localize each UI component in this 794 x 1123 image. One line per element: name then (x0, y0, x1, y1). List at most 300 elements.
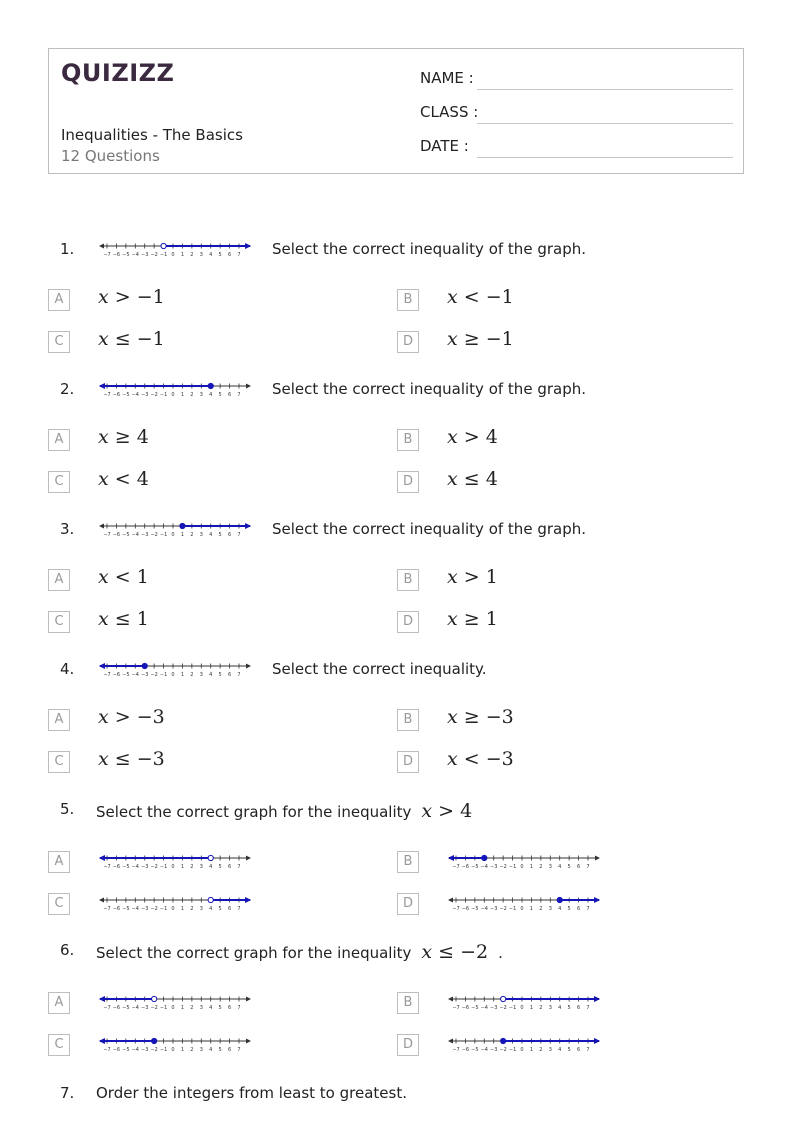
worksheet-title: Inequalities - The Basics (61, 126, 243, 144)
axis-arrow-left (448, 997, 453, 1002)
option-d-answer: x ≥ 1 (447, 608, 498, 630)
question-text: Order the integers from least to greatest. (96, 1084, 407, 1102)
option-b-box[interactable]: B (397, 289, 419, 311)
tick-label: −3 (141, 252, 149, 258)
option-d-answer: x < −3 (447, 748, 514, 770)
option-c-answer: x ≤ 1 (98, 608, 149, 630)
tick-label: 4 (209, 1047, 213, 1053)
option-d-box[interactable]: D (397, 751, 419, 773)
math-variable: x (98, 468, 109, 490)
math-variable: x (447, 748, 458, 770)
ray-arrow (245, 897, 251, 903)
question-number: 5. (60, 800, 75, 818)
question-number: 4. (60, 660, 75, 678)
option-d-graph[interactable] (448, 1035, 600, 1053)
math-variable: x (98, 706, 109, 728)
tick-label: −5 (122, 1005, 130, 1011)
tick-label: 6 (227, 532, 232, 538)
tick-label: −7 (103, 864, 111, 870)
tick-label: 6 (576, 864, 581, 870)
tick-label: 7 (237, 1047, 241, 1053)
tick-label: −1 (508, 906, 517, 912)
option-d-answer: x ≤ 4 (447, 468, 498, 490)
tick-label: −3 (490, 1005, 498, 1011)
option-c-box[interactable]: C (48, 611, 70, 633)
question-text: Select the correct inequality. (272, 660, 487, 678)
closed-dot (557, 897, 562, 902)
tick-label: 7 (237, 532, 241, 538)
ray-arrow (99, 383, 105, 389)
question-number: 7. (60, 1084, 75, 1102)
tick-label: 7 (237, 672, 241, 678)
tick-label: 1 (180, 1005, 185, 1011)
tick-label: 6 (227, 906, 232, 912)
tick-label: 4 (209, 864, 213, 870)
name-field[interactable] (477, 89, 733, 90)
tick-label: 4 (558, 864, 562, 870)
tick-label: −1 (508, 1047, 517, 1053)
tick-label: −7 (103, 906, 111, 912)
tick-label: 6 (227, 1047, 232, 1053)
tick-label: 0 (520, 864, 524, 870)
tick-label: 4 (209, 672, 213, 678)
tick-label: −1 (159, 1005, 168, 1011)
tick-label: −6 (461, 864, 470, 870)
axis-arrow-right (246, 1039, 251, 1044)
tick-label: 5 (218, 1005, 222, 1011)
tick-label: −3 (141, 864, 149, 870)
option-c-answer: x < 4 (98, 468, 149, 490)
tick-label: 6 (227, 672, 232, 678)
trailing-punct: . (498, 944, 503, 962)
question-number: 6. (60, 941, 75, 959)
option-a-box[interactable]: A (48, 851, 70, 873)
axis-arrow-right (246, 997, 251, 1002)
tick-label: −3 (490, 906, 498, 912)
closed-dot (152, 1038, 157, 1043)
closed-dot (180, 523, 185, 528)
tick-label: 4 (558, 1047, 562, 1053)
tick-label: 0 (171, 672, 175, 678)
axis-arrow-left (448, 898, 453, 903)
tick-label: 6 (576, 1047, 581, 1053)
tick-label: 3 (199, 532, 203, 538)
tick-label: 0 (171, 906, 175, 912)
tick-label: 7 (237, 1005, 241, 1011)
open-dot (501, 996, 506, 1001)
option-c-graph[interactable] (99, 1035, 251, 1053)
option-b-graph[interactable] (448, 993, 600, 1011)
option-a-box[interactable]: A (48, 709, 70, 731)
tick-label: −1 (159, 532, 168, 538)
option-c-box[interactable]: C (48, 751, 70, 773)
option-b-box[interactable]: B (397, 992, 419, 1014)
tick-label: 1 (180, 672, 185, 678)
tick-label: −1 (508, 864, 517, 870)
tick-label: 1 (180, 906, 185, 912)
tick-label: −2 (150, 906, 158, 912)
tick-label: 0 (520, 1047, 524, 1053)
tick-label: −2 (499, 1005, 507, 1011)
tick-label: 2 (190, 392, 194, 398)
math-variable: x (98, 748, 109, 770)
tick-label: 5 (218, 532, 222, 538)
option-a-box[interactable]: A (48, 289, 70, 311)
tick-label: −3 (141, 906, 149, 912)
tick-label: 2 (539, 1047, 543, 1053)
tick-label: −4 (131, 392, 139, 398)
closed-dot (482, 855, 487, 860)
tick-label: −5 (471, 1005, 479, 1011)
tick-label: −6 (112, 252, 121, 258)
tick-label: −7 (452, 864, 460, 870)
tick-label: −4 (131, 1047, 139, 1053)
tick-label: −3 (141, 672, 149, 678)
axis-arrow-right (246, 664, 251, 669)
tick-label: 1 (180, 532, 185, 538)
tick-label: −6 (112, 1047, 121, 1053)
option-a-answer: x > −3 (98, 706, 165, 728)
tick-label: 6 (227, 864, 232, 870)
tick-label: 5 (567, 1005, 571, 1011)
option-c-box[interactable]: C (48, 331, 70, 353)
axis-arrow-left (99, 524, 104, 529)
tick-label: −4 (480, 906, 488, 912)
option-c-answer: x ≤ −1 (98, 328, 165, 350)
tick-label: −5 (471, 864, 479, 870)
ray-arrow (99, 1038, 105, 1044)
option-b-box[interactable]: B (397, 709, 419, 731)
tick-label: 2 (190, 532, 194, 538)
tick-label: −2 (150, 672, 158, 678)
tick-label: −4 (131, 532, 139, 538)
option-c-graph[interactable] (99, 894, 251, 912)
tick-label: −3 (141, 1047, 149, 1053)
tick-label: 6 (576, 1005, 581, 1011)
math-variable: x (98, 566, 109, 588)
tick-label: −1 (159, 392, 168, 398)
ray-arrow (594, 1038, 600, 1044)
math-variable: x (447, 608, 458, 630)
tick-label: 0 (171, 1005, 175, 1011)
ray-arrow (245, 523, 251, 529)
tick-label: 4 (209, 1005, 213, 1011)
tick-label: 5 (218, 672, 222, 678)
tick-label: 7 (237, 392, 241, 398)
question-graph[interactable] (99, 380, 251, 398)
tick-label: −6 (112, 906, 121, 912)
tick-label: 2 (539, 1005, 543, 1011)
tick-label: 3 (199, 672, 203, 678)
tick-label: 2 (190, 252, 194, 258)
math-variable: x (447, 328, 458, 350)
tick-label: 5 (218, 864, 222, 870)
axis-arrow-right (595, 856, 600, 861)
worksheet-header (48, 48, 744, 174)
tick-label: −2 (150, 864, 158, 870)
question-text: Select the correct inequality of the graph. (272, 380, 586, 398)
question-graph[interactable] (99, 660, 251, 678)
tick-label: −5 (122, 906, 130, 912)
tick-label: 0 (171, 252, 175, 258)
math-variable: x (421, 941, 433, 963)
tick-label: 1 (529, 1005, 534, 1011)
question-number: 3. (60, 520, 75, 538)
option-a-graph[interactable] (99, 852, 251, 870)
tick-label: −1 (159, 672, 168, 678)
tick-label: −7 (452, 1005, 460, 1011)
math-variable: x (447, 426, 458, 448)
tick-label: −7 (103, 532, 111, 538)
tick-label: 3 (548, 906, 552, 912)
question-text: Select the correct graph for the inequality x ≤ −2 . (96, 941, 503, 963)
option-d-answer: x ≥ −1 (447, 328, 514, 350)
tick-label: −3 (141, 532, 149, 538)
tick-label: −6 (461, 1005, 470, 1011)
tick-label: 5 (218, 392, 222, 398)
tick-label: −7 (452, 1047, 460, 1053)
option-a-box[interactable]: A (48, 429, 70, 451)
tick-label: −6 (112, 672, 121, 678)
option-b-graph[interactable] (448, 852, 600, 870)
ray-arrow (594, 897, 600, 903)
tick-label: −2 (499, 864, 507, 870)
option-a-box[interactable]: A (48, 992, 70, 1014)
tick-label: 2 (539, 864, 543, 870)
option-a-graph[interactable] (99, 993, 251, 1011)
tick-label: −6 (112, 392, 121, 398)
option-d-box[interactable]: D (397, 611, 419, 633)
tick-label: 4 (209, 906, 213, 912)
tick-label: 6 (576, 906, 581, 912)
open-dot (152, 996, 157, 1001)
tick-label: −6 (461, 1047, 470, 1053)
option-b-box[interactable]: B (397, 851, 419, 873)
tick-label: 0 (520, 906, 524, 912)
tick-label: −5 (471, 1047, 479, 1053)
tick-label: −5 (471, 906, 479, 912)
tick-label: −6 (112, 532, 121, 538)
tick-label: 2 (539, 906, 543, 912)
tick-label: 7 (586, 906, 590, 912)
math-variable: x (447, 566, 458, 588)
tick-label: 3 (199, 864, 203, 870)
tick-label: −2 (150, 532, 158, 538)
tick-label: −4 (131, 906, 139, 912)
option-a-answer: x ≥ 4 (98, 426, 149, 448)
math-variable: x (447, 468, 458, 490)
tick-label: −2 (150, 1047, 158, 1053)
option-d-box[interactable]: D (397, 331, 419, 353)
math-variable: x (447, 286, 458, 308)
tick-label: 4 (209, 252, 213, 258)
tick-label: 3 (199, 252, 203, 258)
ray-arrow (448, 855, 454, 861)
tick-label: −7 (103, 1047, 111, 1053)
option-d-box[interactable]: D (397, 471, 419, 493)
tick-label: −3 (141, 392, 149, 398)
tick-label: 1 (529, 1047, 534, 1053)
option-c-box[interactable]: C (48, 893, 70, 915)
question-graph[interactable] (99, 240, 251, 258)
option-b-answer: x > 1 (447, 566, 498, 588)
question-inequality: x ≤ −2 (421, 941, 489, 963)
tick-label: 0 (171, 1047, 175, 1053)
math-variable: x (98, 286, 109, 308)
date-field[interactable] (477, 157, 733, 158)
axis-arrow-right (246, 856, 251, 861)
math-variable: x (98, 426, 109, 448)
tick-label: 2 (190, 1047, 194, 1053)
tick-label: 1 (529, 864, 534, 870)
tick-label: 0 (171, 864, 175, 870)
tick-label: 5 (567, 906, 571, 912)
tick-label: −5 (122, 392, 130, 398)
tick-label: −1 (159, 906, 168, 912)
tick-label: 4 (558, 906, 562, 912)
option-d-graph[interactable] (448, 894, 600, 912)
name-label: NAME : (420, 69, 474, 87)
option-a-answer: x < 1 (98, 566, 149, 588)
option-a-answer: x > −1 (98, 286, 165, 308)
tick-label: 1 (529, 906, 534, 912)
tick-label: −3 (490, 864, 498, 870)
tick-label: 3 (548, 1047, 552, 1053)
axis-arrow-left (448, 1039, 453, 1044)
option-c-answer: x ≤ −3 (98, 748, 165, 770)
open-dot (161, 243, 166, 248)
tick-label: −7 (103, 392, 111, 398)
tick-label: −7 (103, 252, 111, 258)
math-variable: x (98, 608, 109, 630)
tick-label: 6 (227, 392, 232, 398)
tick-label: 3 (199, 1047, 203, 1053)
tick-label: 6 (227, 1005, 232, 1011)
tick-label: 0 (171, 392, 175, 398)
tick-label: 7 (237, 252, 241, 258)
class-field[interactable] (477, 123, 733, 124)
tick-label: 0 (520, 1005, 524, 1011)
tick-label: −4 (131, 864, 139, 870)
option-c-box[interactable]: C (48, 471, 70, 493)
ray-arrow (594, 996, 600, 1002)
date-label: DATE : (420, 137, 469, 155)
ray-arrow (99, 855, 105, 861)
option-d-box[interactable]: D (397, 893, 419, 915)
tick-label: 6 (227, 252, 232, 258)
question-graph[interactable] (99, 520, 251, 538)
tick-label: 2 (190, 672, 194, 678)
question-number: 1. (60, 240, 75, 258)
option-b-answer: x ≥ −3 (447, 706, 514, 728)
tick-label: −5 (122, 1047, 130, 1053)
tick-label: 5 (567, 1047, 571, 1053)
tick-label: −5 (122, 864, 130, 870)
tick-label: 3 (548, 1005, 552, 1011)
tick-label: 5 (567, 864, 571, 870)
tick-label: 5 (218, 906, 222, 912)
class-label: CLASS : (420, 103, 479, 121)
option-d-box[interactable]: D (397, 1034, 419, 1056)
tick-label: 3 (548, 864, 552, 870)
tick-label: 7 (237, 906, 241, 912)
tick-label: −5 (122, 532, 130, 538)
question-number: 2. (60, 380, 75, 398)
axis-arrow-left (99, 898, 104, 903)
option-b-answer: x > 4 (447, 426, 498, 448)
tick-label: −2 (150, 1005, 158, 1011)
ray-arrow (99, 663, 105, 669)
tick-label: 7 (586, 1005, 590, 1011)
tick-label: −6 (461, 906, 470, 912)
math-variable: x (98, 328, 109, 350)
tick-label: −4 (131, 252, 139, 258)
tick-label: −7 (103, 672, 111, 678)
closed-dot (142, 663, 147, 668)
tick-label: −6 (112, 1005, 121, 1011)
tick-label: 1 (180, 392, 185, 398)
tick-label: 7 (586, 864, 590, 870)
option-a-box[interactable]: A (48, 569, 70, 591)
tick-label: 4 (209, 532, 213, 538)
tick-label: −6 (112, 864, 121, 870)
tick-label: 2 (190, 864, 194, 870)
tick-label: −4 (480, 1005, 488, 1011)
option-b-answer: x < −1 (447, 286, 514, 308)
tick-label: 7 (586, 1047, 590, 1053)
tick-label: 7 (237, 864, 241, 870)
option-b-box[interactable]: B (397, 569, 419, 591)
tick-label: −4 (480, 864, 488, 870)
tick-label: −7 (452, 906, 460, 912)
tick-label: 3 (199, 906, 203, 912)
tick-label: −2 (499, 1047, 507, 1053)
tick-label: 3 (199, 392, 203, 398)
axis-arrow-left (99, 244, 104, 249)
closed-dot (208, 383, 213, 388)
option-b-box[interactable]: B (397, 429, 419, 451)
tick-label: −1 (508, 1005, 517, 1011)
tick-label: −3 (490, 1047, 498, 1053)
tick-label: 1 (180, 864, 185, 870)
open-dot (208, 897, 213, 902)
tick-label: 0 (171, 532, 175, 538)
tick-label: −3 (141, 1005, 149, 1011)
tick-label: −4 (131, 1005, 139, 1011)
tick-label: 4 (558, 1005, 562, 1011)
tick-label: −1 (159, 864, 168, 870)
question-text: Select the correct graph for the inequality x > 4 (96, 800, 473, 822)
tick-label: 4 (209, 392, 213, 398)
tick-label: 2 (190, 906, 194, 912)
question-inequality: x > 4 (421, 800, 473, 822)
tick-label: 1 (180, 252, 185, 258)
question-text: Select the correct inequality of the graph. (272, 240, 586, 258)
tick-label: −5 (122, 672, 130, 678)
question-count: 12 Questions (61, 147, 160, 165)
tick-label: −2 (150, 392, 158, 398)
tick-label: −1 (159, 252, 168, 258)
ray-arrow (99, 996, 105, 1002)
option-c-box[interactable]: C (48, 1034, 70, 1056)
question-text: Select the correct inequality of the graph. (272, 520, 586, 538)
tick-label: −2 (499, 906, 507, 912)
tick-label: 1 (180, 1047, 185, 1053)
quizizz-logo: QUIZIZZ (61, 59, 175, 87)
axis-arrow-right (246, 384, 251, 389)
tick-label: −5 (122, 252, 130, 258)
tick-label: −1 (159, 1047, 168, 1053)
